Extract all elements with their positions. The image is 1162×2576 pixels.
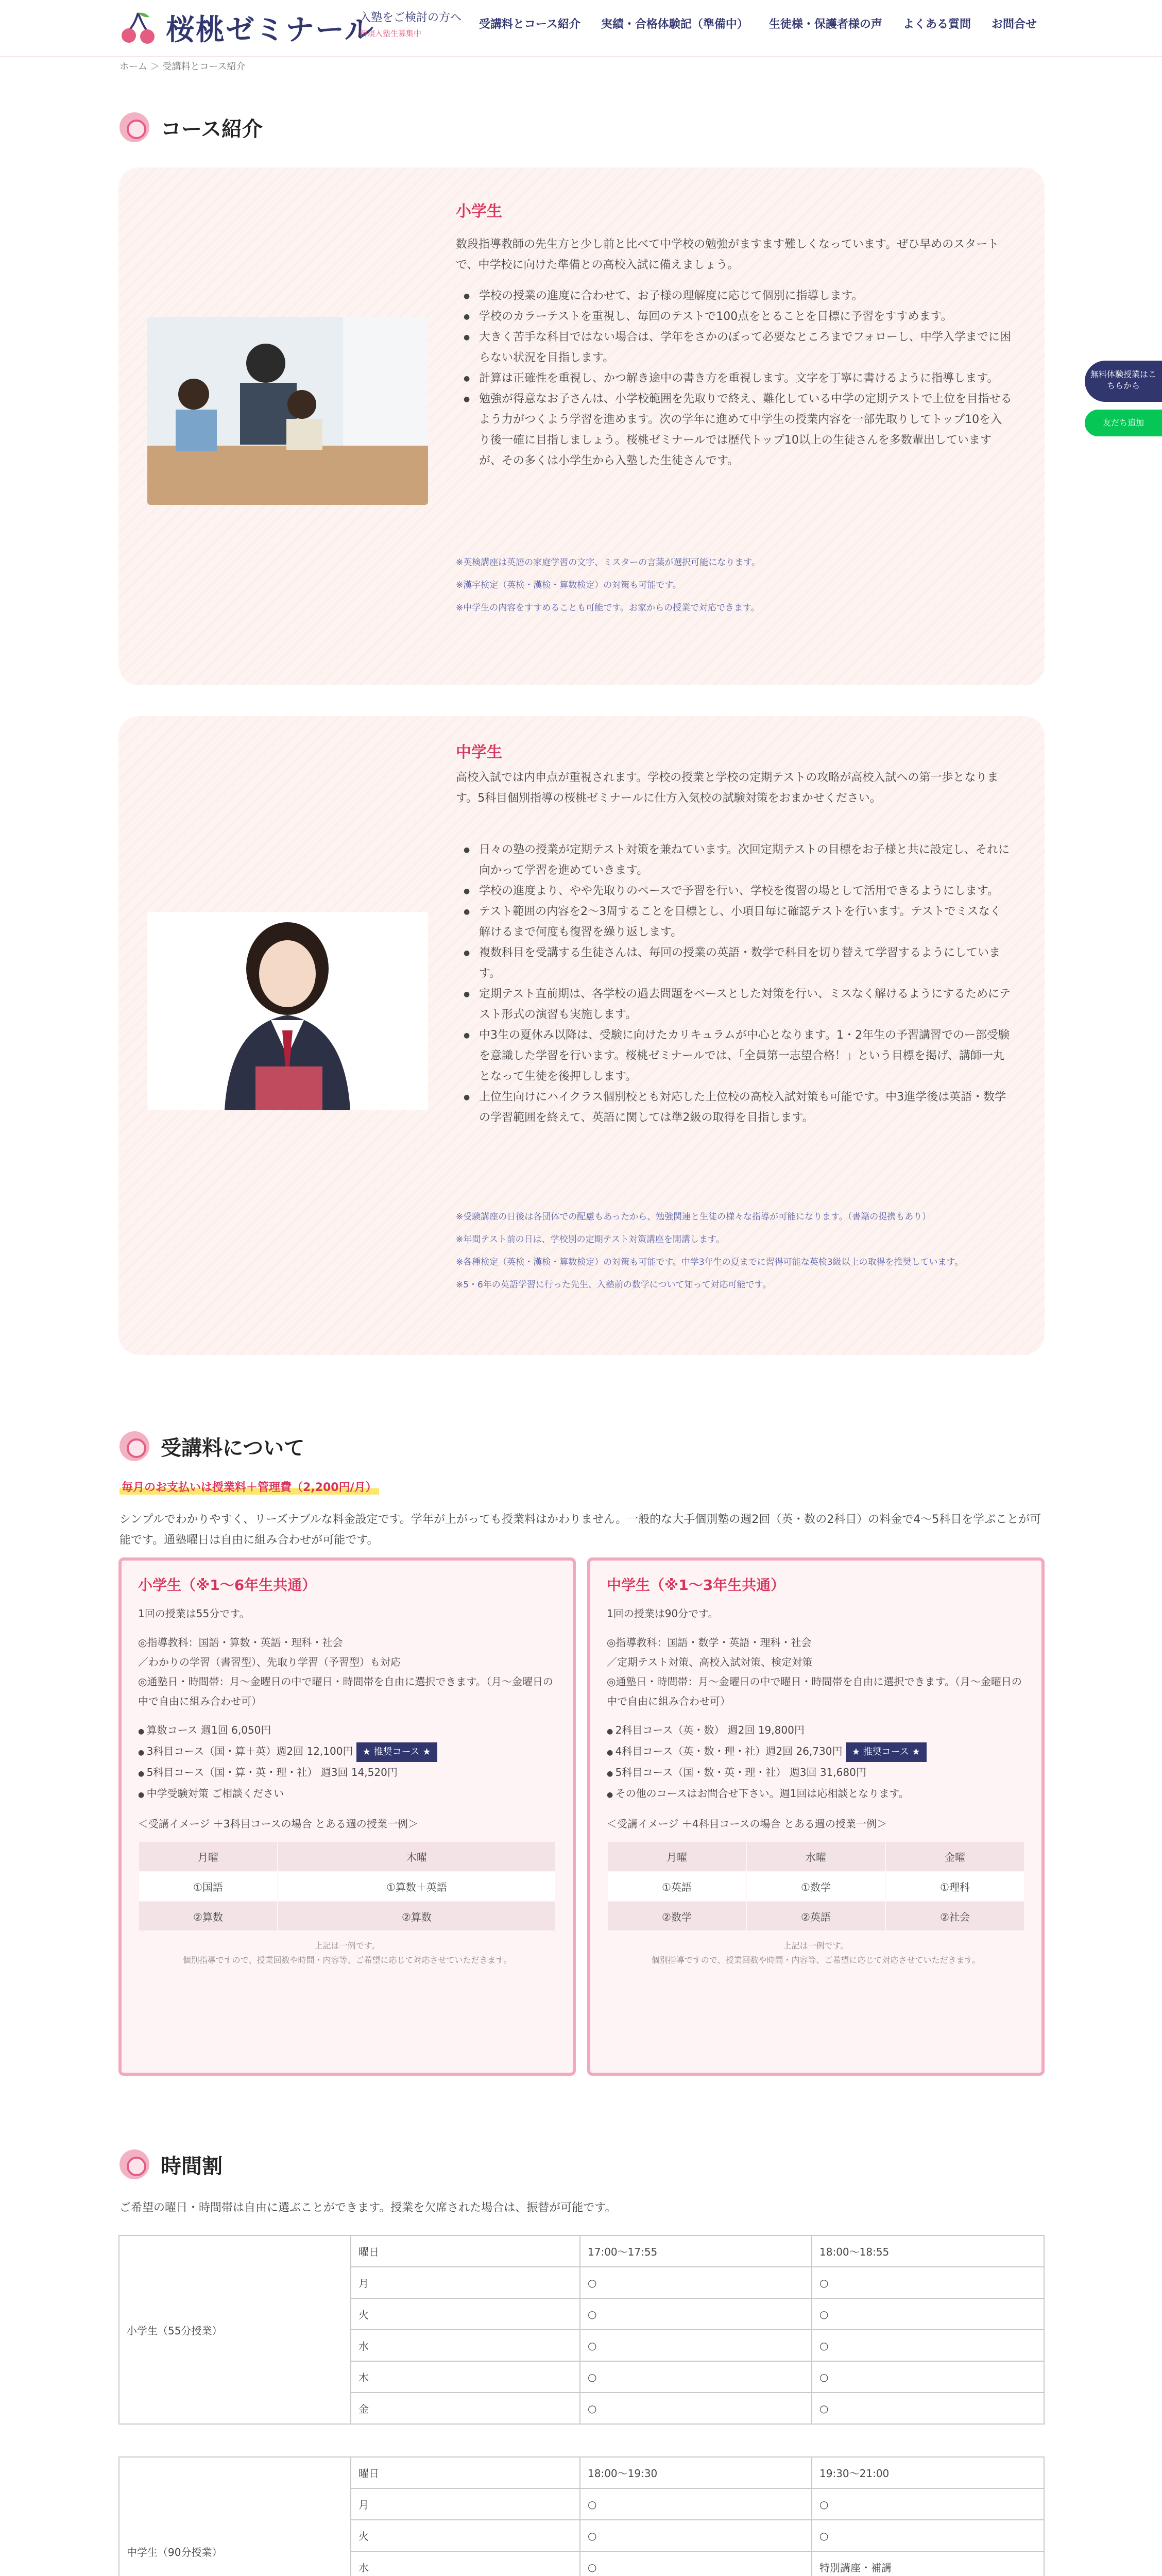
- site-logo[interactable]: [119, 7, 374, 48]
- junior-bullets: [464, 840, 1012, 1128]
- elem-title: 小学生: [456, 202, 502, 221]
- price-item-recommended: [607, 1741, 1025, 1762]
- junior-fee-title: 中学生（※1〜3年生共通）: [607, 1577, 785, 1594]
- line-side-button[interactable]: 友だち追加: [1085, 410, 1162, 436]
- elem-fee-foot: 上記は一例です。 個別指導ですので、授業回数や時間・内容等、ご希望に応じて対応させていただきます。: [182, 1941, 512, 1965]
- elem-notes: [456, 551, 1022, 619]
- breadcrumb[interactable]: ホーム ＞ 受講料とコース紹介: [119, 61, 246, 72]
- elem-sched-title: ＜受講イメージ ＋3科目コースの場合 とある週の授業一例＞: [138, 1818, 418, 1830]
- recommended-badge: ★ 推奨コース ★: [356, 1742, 437, 1762]
- sched-cell: ①国語: [139, 1871, 278, 1901]
- student-girl-photo-icon: [147, 912, 428, 1110]
- junior-note: ※受験講座の日後は各団体での配慮もあったから、勉強関連と生徒の様々な指導が可能になります。（書籍の提携もあり）: [456, 1212, 931, 1222]
- slot-cell: ○: [812, 2361, 1044, 2393]
- fees-heading: [119, 1431, 304, 1461]
- slot-cell: ○: [580, 2551, 812, 2576]
- elem-sched-table: [138, 1841, 556, 1931]
- slot-cell: ○: [580, 2393, 812, 2424]
- nav-item-voice[interactable]: 生徒様・保護者様の声: [768, 18, 882, 31]
- slot-cell: ○: [812, 2298, 1044, 2330]
- elem-note: ※中学生の内容をすすめることも可能です。お家からの授業で対応できます。: [456, 603, 760, 613]
- sched-cell: ②算数: [278, 1901, 556, 1931]
- sched-cell: 月曜: [607, 1841, 746, 1871]
- sched-cell: 水曜: [746, 1841, 885, 1871]
- day-cell: 火: [351, 2520, 580, 2551]
- junior-sched-title: ＜受講イメージ ＋4科目コースの場合 とある週の授業一例＞: [607, 1818, 887, 1830]
- junior-note: ※5・6年の英語学習に行った先生、入塾前の数学について知って対応可能です。: [456, 1280, 772, 1290]
- junior-note: ※各種検定（英検・漢検・算数検定）の対策も可能です。中学3年生の夏までに習得可能な英検3級以上の取得を推奨しています。: [456, 1257, 964, 1267]
- junior-bullet: ● テスト範囲の内容を2〜3周することを目標とし、小項目毎に確認テストを行います。テストでミスなく解けるまで何度も復習を繰り返します。: [464, 902, 1012, 943]
- elem-note: ※漢字検定（英検・漢検・算数検定）の対策も可能です。: [456, 580, 681, 590]
- junior-fee-line: 1回の授業は90分です。: [607, 1607, 719, 1620]
- slot-cell: ○: [812, 2488, 1044, 2520]
- day-cell: 火: [351, 2298, 580, 2330]
- junior-title: 中学生: [456, 743, 502, 761]
- price-item: ● 5科目コース（国・算・英・理・社） 週3回 14,520円: [138, 1762, 556, 1784]
- junior-bullet: ● 複数科目を受講する生徒さんは、毎回の授業の英語・数学で科目を切り替えて学習するようにしています。: [464, 943, 1012, 984]
- elem-bullet: ● 学校の授業の進度に合わせて、お子様の理解度に応じて個別に指導します。: [464, 286, 1012, 307]
- elem-note: ※英検講座は英語の家庭学習の文字、ミスターの言葉が選択可能になります。: [456, 557, 760, 568]
- elem-fee-line: 1回の授業は55分です。: [138, 1607, 250, 1620]
- price-text: 4科目コース（英・数・理・社）週2回 26,730円: [615, 1745, 843, 1757]
- day-cell: 木: [351, 2361, 580, 2393]
- students-photo-icon: [147, 317, 428, 505]
- junior-notes: [456, 1206, 1022, 1296]
- timetable-heading-text: 時間割: [161, 2154, 223, 2178]
- elem-bullets: [464, 286, 1012, 471]
- price-item: ● 算数コース 週1回 6,050円: [138, 1720, 556, 1741]
- tagline-main: 入塾をご検討の方へ: [360, 11, 462, 24]
- fees-intro: シンプルでわかりやすく、リーズナブルな料金設定です。学年が上がっても授業料はかわりません。一般的な大手個別塾の週2回（英・数の2科目）の料金で4〜5科目を学ぶことが可能です。通塾曜日は自由に組み合わせが可能です。: [119, 1513, 1041, 1547]
- course-heading-text: コース紹介: [161, 117, 263, 141]
- elem-fee-line: ◎通塾日・時間帯：月〜金曜日の中で曜日・時間帯を自由に選択できます。（月〜金曜日の中で自由に組み合わせ可）: [138, 1675, 553, 1707]
- slot-cell: ○: [580, 2298, 812, 2330]
- site-header: [0, 0, 1162, 57]
- slot-cell: ○: [580, 2520, 812, 2551]
- junior-bullet: ● 中3生の夏休み以降は、受験に向けたカリキュラムが中心となります。1・2年生の予習講習でのー部受験を意識した学習を行います。桜桃ゼミナールでは、「全員第一志望合格！」という目標を掲げ、講師一丸となって生徒を後押しします。: [464, 1025, 1012, 1087]
- day-cell: 金: [351, 2393, 580, 2424]
- junior-fee-line: ◎指導教科：国語・数学・英語・理科・社会: [607, 1636, 812, 1649]
- junior-fee-line: ／定期テスト対策、高校入試対策、検定対策: [607, 1656, 813, 1668]
- sched-cell: ①数学: [746, 1871, 885, 1901]
- recommended-badge: ★ 推奨コース ★: [846, 1742, 927, 1762]
- junior-note: ※年間テスト前の日は、学校別の定期テスト対策講座を開講します。: [456, 1234, 725, 1245]
- day-cell: 月: [351, 2267, 580, 2298]
- nav-item-results[interactable]: 実績・合格体験記（準備中）: [601, 18, 748, 31]
- junior-sched-table: [607, 1841, 1025, 1931]
- junior-course-card: [118, 716, 1045, 1355]
- day-cell: 水: [351, 2551, 580, 2576]
- timetable-col-header: 曜日: [351, 2457, 580, 2488]
- elem-fee-title: 小学生（※1〜6年生共通）: [138, 1577, 317, 1594]
- junior-bullet: ● 学校の進度より、やや先取りのペースで予習を行い、学校を復習の場として活用できるようにします。: [464, 881, 1012, 902]
- brand-name: 桜桃ゼミナール: [166, 13, 374, 47]
- junior-fee-box: [587, 1557, 1045, 2076]
- trial-side-button[interactable]: 無料体験授業はこちらから: [1085, 361, 1162, 402]
- slot-cell: ○: [580, 2488, 812, 2520]
- sched-cell: ②英語: [746, 1901, 885, 1931]
- elem-timetable: [118, 2235, 1045, 2425]
- sched-cell: ②数学: [607, 1901, 746, 1931]
- slot-cell: ○: [812, 2330, 1044, 2361]
- timetable-intro: ご希望の曜日・時間帯は自由に選ぶことができます。授業を欠席された場合は、振替が可能です。: [119, 2201, 617, 2214]
- sched-cell: ②社会: [885, 1901, 1024, 1931]
- nav-item-contact[interactable]: お問合せ: [991, 18, 1037, 31]
- junior-fee-foot: 上記は一例です。 個別指導ですので、授業回数や時間・内容等、ご希望に応じて対応させていただきます。: [651, 1941, 981, 1965]
- tagline-sub: 新規入塾生募集中: [360, 29, 422, 38]
- flower-icon: [119, 2149, 149, 2179]
- elem-fee-line: ◎指導教科：国語・算数・英語・理科・社会: [138, 1636, 343, 1649]
- sched-cell: 金曜: [885, 1841, 1024, 1871]
- junior-price-list: [607, 1720, 1025, 1805]
- cherry-logo-icon: [119, 9, 158, 47]
- price-text: 3科目コース（国・算＋英）週2回 12,100円: [146, 1745, 353, 1757]
- elem-course-card: [118, 167, 1045, 685]
- sched-cell: 月曜: [139, 1841, 278, 1871]
- junior-bullet: ● 定期テスト直前期は、各学校の過去問題をベースとした対策を行い、ミスなく解けるようにするためにテスト形式の演習も実施します。: [464, 984, 1012, 1025]
- day-cell: 月: [351, 2488, 580, 2520]
- timetable-col-header: 19:30〜21:00: [812, 2457, 1044, 2488]
- elem-lead: 数段指導教師の先生方と少し前と比べて中学校の勉強がますます難しくなっています。ぜひ早めのスタートで、中学校に向けた準備との高校入試に備えましょう。: [456, 238, 999, 272]
- global-nav: [479, 15, 1037, 31]
- sched-cell: ①理科: [885, 1871, 1024, 1901]
- slot-cell: 特別講座・補講: [812, 2551, 1044, 2576]
- elem-bullet: ● 計算は正確性を重視し、かつ解き途中の書き方を重視します。文字を丁寧に書けるように指導します。: [464, 368, 1012, 389]
- slot-cell: ○: [580, 2361, 812, 2393]
- elem-bullet: ● 大きく苦手な科目ではない場合は、学年をさかのぼって必要なところまでフォローし、中学入学までに困らない状況を目指します。: [464, 327, 1012, 368]
- timetable-heading: [119, 2149, 223, 2179]
- sched-cell: ①算数＋英語: [278, 1871, 556, 1901]
- elem-fee-line: ／わかりの学習（書習型）、先取り学習（予習型）も対応: [138, 1656, 401, 1668]
- timetable-label: 小学生（55分授業）: [119, 2235, 351, 2424]
- junior-lead: 高校入試では内申点が重視されます。学校の授業と学校の定期テストの攻略が高校入試への第一歩となります。5科目個別指導の桜桃ゼミナールに仕方入気校の試験対策をおまかせください。: [456, 771, 999, 805]
- junior-bullet: ● 日々の塾の授業が定期テスト対策を兼ねています。次回定期テストの目標をお子様と共に設定し、それに向かって学習を進めていきます。: [464, 840, 1012, 881]
- course-heading: [119, 112, 263, 142]
- elem-fee-box: [118, 1557, 576, 2076]
- nav-item-course[interactable]: 受講料とコース紹介: [479, 18, 580, 31]
- junior-bullet: ● 上位生向けにハイクラス個別校とも対応した上位校の高校入試対策も可能です。中3進学後は英語・数学の学習範囲を終えて、英語に関しては準2級の取得を目指します。: [464, 1087, 1012, 1128]
- price-item: ● 2科目コース（英・数） 週2回 19,800円: [607, 1720, 1025, 1741]
- flower-icon: [119, 112, 149, 142]
- timetable-label: 中学生（90分授業）: [119, 2457, 351, 2576]
- fees-heading-text: 受講料について: [161, 1436, 305, 1460]
- elem-photo: [147, 317, 428, 505]
- price-item: ● その他のコースはお問合せ下さい。週1回は応相談となります。: [607, 1784, 1025, 1805]
- price-item: ● 中学受験対策 ご相談ください: [138, 1784, 556, 1805]
- slot-cell: ○: [812, 2267, 1044, 2298]
- elem-bullet: ● 学校のカラーテストを重視し、毎回のテストで100点をとることを目標に予習をすすめます。: [464, 307, 1012, 327]
- timetable-col-header: 18:00〜18:55: [812, 2235, 1044, 2267]
- elem-bullet: ● 勉強が得意なお子さんは、小学校範囲を先取りで終え、難化している中学の定期テストで上位を目指せるよう力がつくよう学習を進めます。次の学年に進めて中学生の授業内容を一部先取りしてトップ10を入り後一確に目指しましょう。桜桃ゼミナールでは歴代トップ10以上の生徒さんを多数輩出していますが、その多くは小学生から入塾した生徒さんです。: [464, 389, 1012, 471]
- slot-cell: ○: [812, 2520, 1044, 2551]
- elem-price-list: [138, 1720, 556, 1805]
- price-item: ● 5科目コース（国・数・英・理・社） 週3回 31,680円: [607, 1762, 1025, 1784]
- header-tagline[interactable]: [360, 10, 462, 41]
- sched-cell: ①英語: [607, 1871, 746, 1901]
- junior-photo: [147, 912, 428, 1110]
- timetable-col-header: 曜日: [351, 2235, 580, 2267]
- nav-item-faq[interactable]: よくある質問: [902, 18, 971, 31]
- sched-cell: ②算数: [139, 1901, 278, 1931]
- fees-highlight: 毎月のお支払いは授業料＋管理費（2,200円/月）: [119, 1479, 379, 1495]
- slot-cell: ○: [580, 2330, 812, 2361]
- day-cell: 水: [351, 2330, 580, 2361]
- price-item-recommended: [138, 1741, 556, 1762]
- junior-timetable: [118, 2456, 1045, 2576]
- slot-cell: ○: [580, 2267, 812, 2298]
- sched-cell: 木曜: [278, 1841, 556, 1871]
- slot-cell: ○: [812, 2393, 1044, 2424]
- timetable-col-header: 18:00〜19:30: [580, 2457, 812, 2488]
- junior-fee-line: ◎通塾日・時間帯：月〜金曜日の中で曜日・時間帯を自由に選択できます。（月〜金曜日の中で自由に組み合わせ可）: [607, 1675, 1022, 1707]
- timetable-col-header: 17:00〜17:55: [580, 2235, 812, 2267]
- flower-icon: [119, 1431, 149, 1461]
